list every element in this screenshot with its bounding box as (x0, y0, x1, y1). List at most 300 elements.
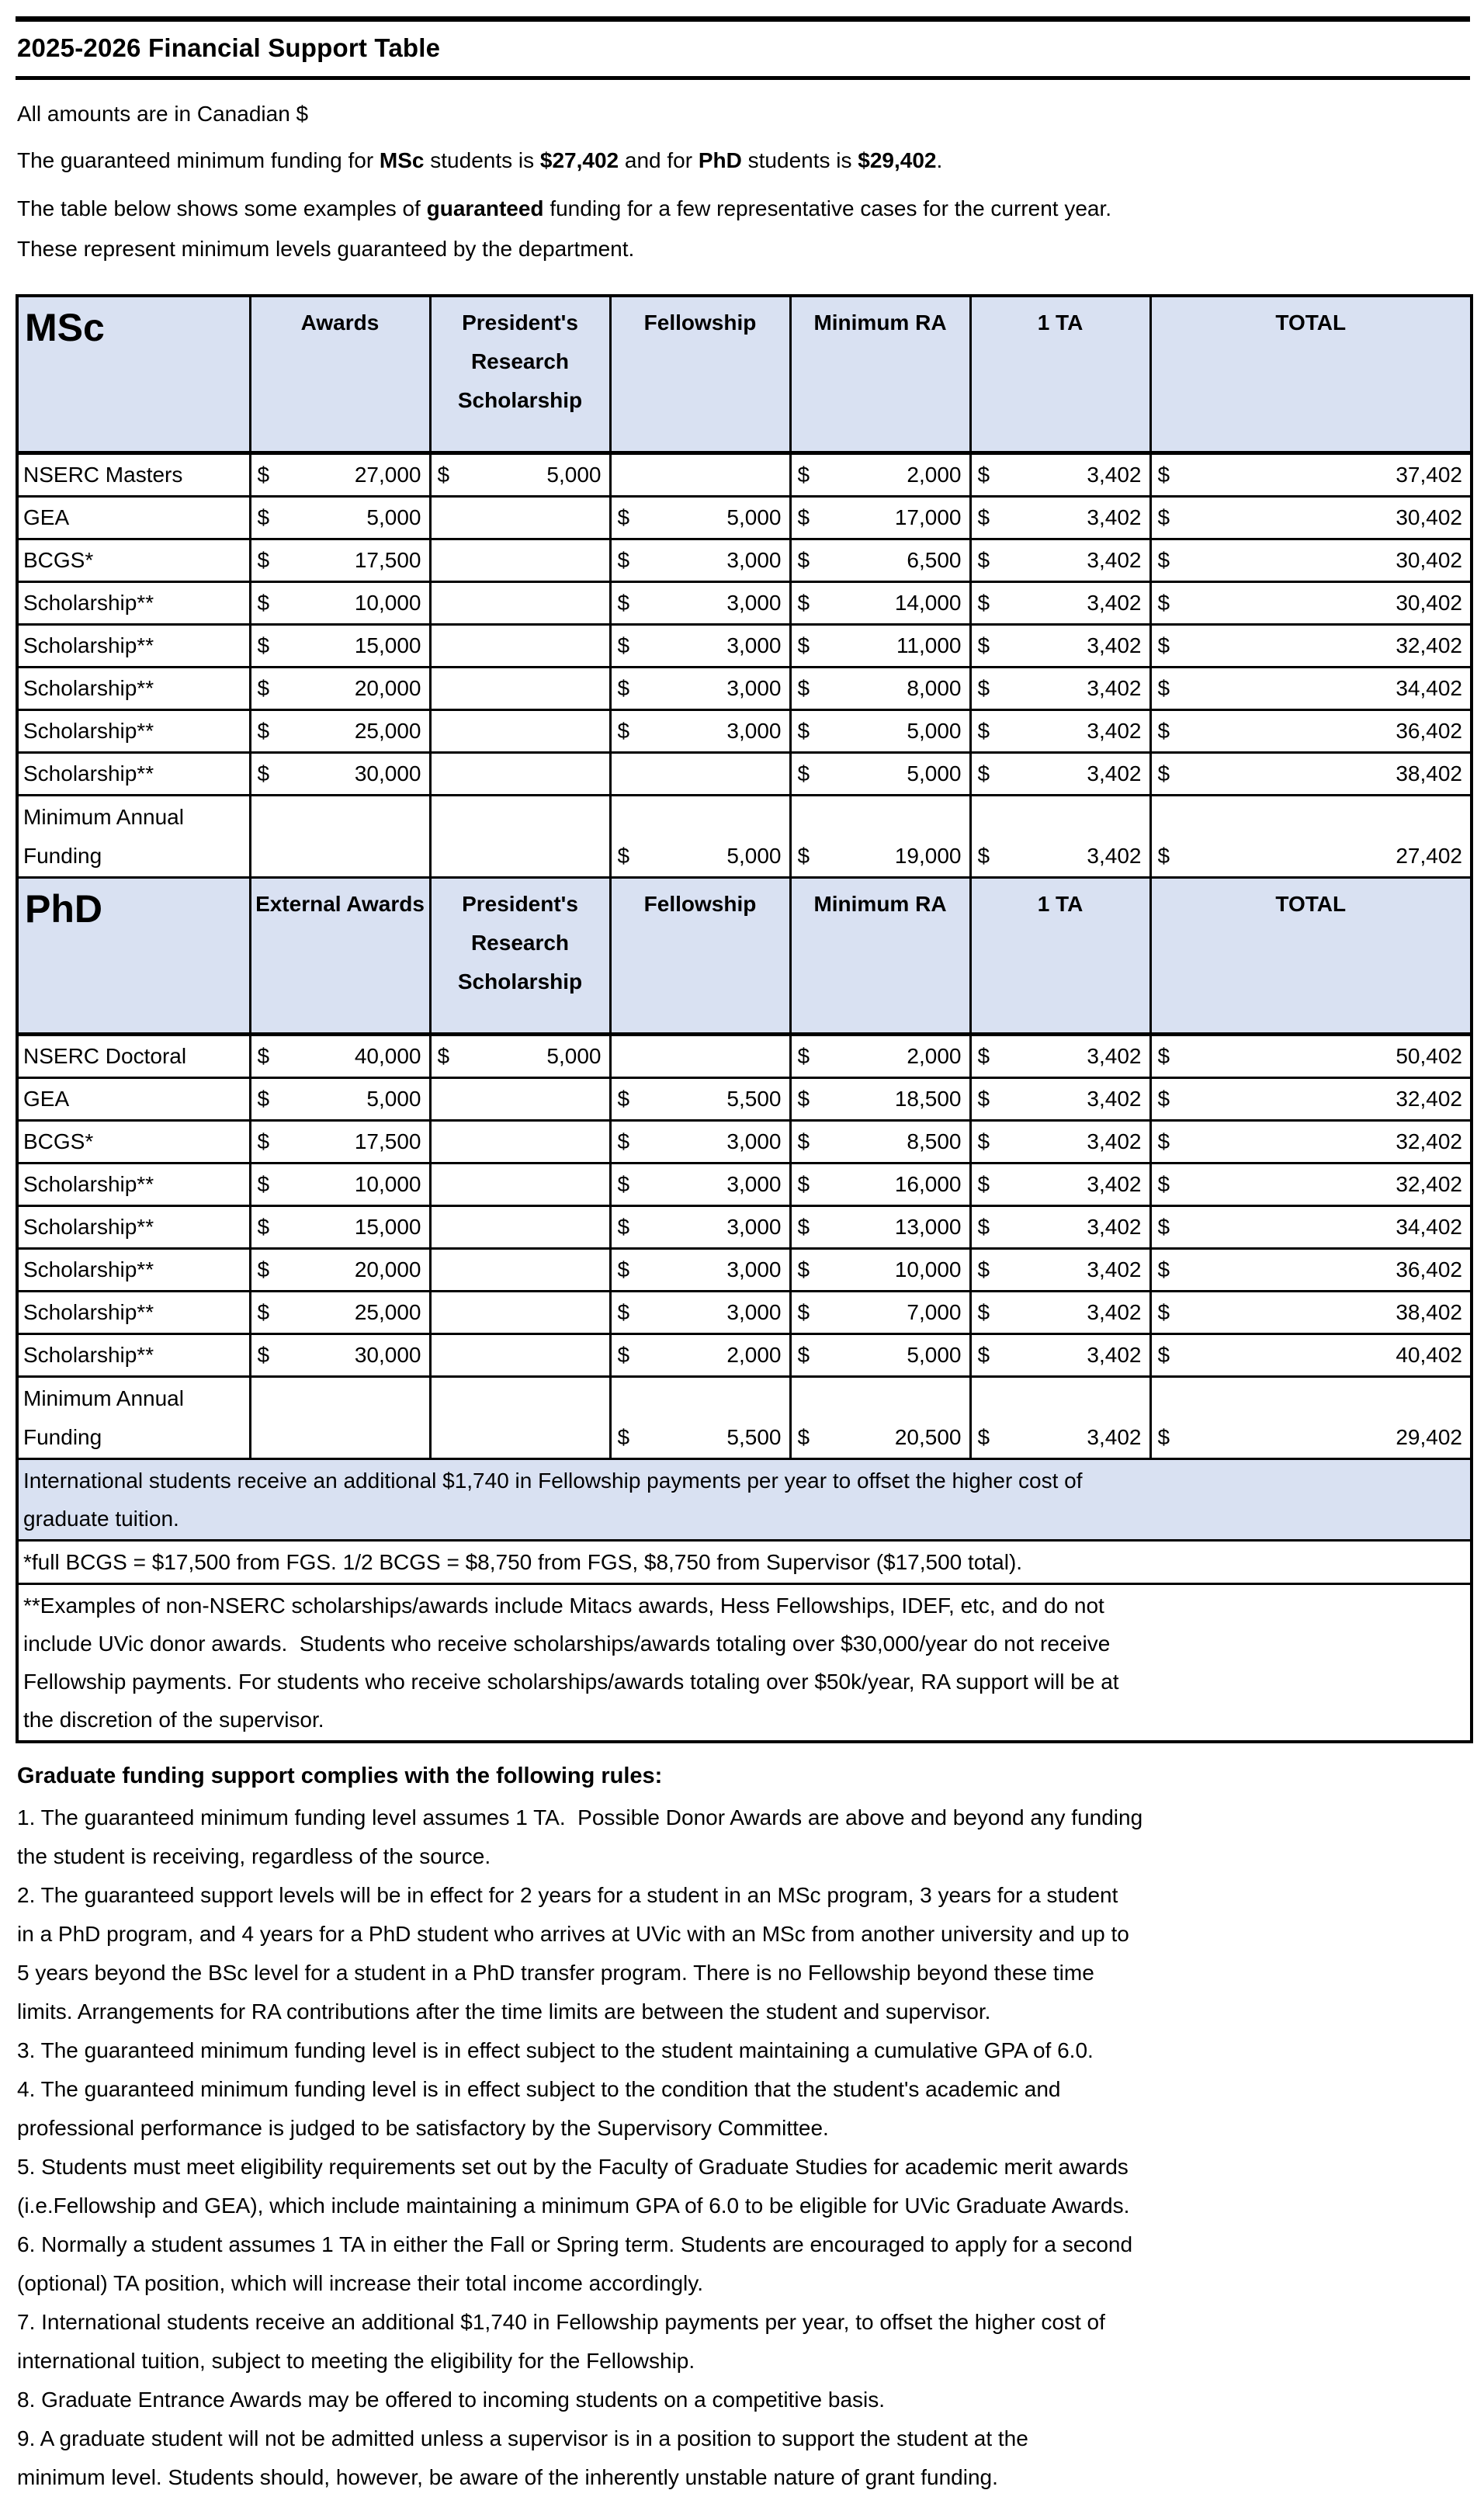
cell-total (1150, 1077, 1472, 1120)
text-line: international tuition, subject to meeting the eligibility for the Fellowship. (17, 2348, 695, 2373)
cell-awards (250, 795, 430, 877)
row-label: NSERC Doctoral (17, 1034, 250, 1077)
currency-symbol: $ (977, 633, 990, 657)
text: and for (619, 148, 699, 172)
column-header-prs: President's Research Scholarship (430, 296, 610, 453)
amount-value: 3,402 (1087, 1424, 1142, 1449)
text-line: limits. Arrangements for RA contributions after the time limits are between the student and supervisor. (17, 1999, 991, 2024)
cell-prs (430, 453, 610, 496)
cell-prs (430, 624, 610, 667)
amount (258, 1172, 421, 1197)
amount (978, 1215, 1142, 1240)
amount-value: 20,000 (354, 1257, 421, 1281)
amount (798, 548, 962, 573)
currency-symbol: $ (1157, 1171, 1170, 1196)
currency-symbol: $ (797, 1342, 810, 1367)
text-line: 9. A graduate student will not be admitted unless a supervisor is in a position to support the student at the (17, 2426, 1028, 2450)
document-page (0, 16, 1484, 2497)
amount-value: 5,000 (726, 843, 782, 868)
cell-min_ra (790, 1120, 970, 1163)
amount (1158, 1343, 1463, 1368)
amount-value: 10,000 (354, 590, 421, 615)
amount-value: 3,402 (1087, 843, 1142, 868)
currency-symbol: $ (797, 718, 810, 743)
column-header-awards: External Awards (250, 877, 430, 1034)
cell-awards (250, 1077, 430, 1120)
currency-symbol: $ (797, 590, 810, 615)
amount (258, 1257, 421, 1282)
table-row (17, 1376, 1472, 1458)
table-row (17, 581, 1472, 624)
currency-symbol: $ (617, 1214, 630, 1239)
amount-value: 19,000 (894, 843, 962, 868)
amount-value: 30,000 (354, 761, 421, 786)
rules-section (17, 1764, 1470, 2497)
amount (258, 1300, 421, 1325)
amount (258, 1215, 421, 1240)
currency-symbol: $ (977, 675, 990, 700)
text-line: 1. The guaranteed minimum funding level assumes 1 TA. Possible Donor Awards are above and beyond any funding (17, 1805, 1143, 1829)
amount (618, 1215, 782, 1240)
cell-fellowship (610, 1077, 790, 1120)
currency-symbol: $ (1157, 843, 1170, 868)
row-label: BCGS* (17, 1120, 250, 1163)
amount-value: 17,500 (354, 1129, 421, 1153)
amount-value: 3,402 (1087, 462, 1142, 487)
amount (978, 676, 1142, 701)
funding-table (16, 294, 1473, 1743)
amount (798, 1129, 962, 1154)
cell-prs (430, 1120, 610, 1163)
amount (618, 1300, 782, 1325)
cell-fellowship (610, 1291, 790, 1333)
bold-text: $29,402 (858, 148, 937, 172)
amount (258, 1129, 421, 1154)
amount-value: 3,000 (726, 1171, 782, 1196)
column-header-total: TOTAL (1150, 296, 1472, 453)
amount (798, 1087, 962, 1112)
row-label: GEA (17, 496, 250, 539)
cell-awards (250, 1034, 430, 1077)
amount (1158, 1215, 1463, 1240)
amount (798, 1425, 962, 1450)
text-line: Fellowship payments. For students who receive scholarships/awards totaling over $50k/year, RA support will be at (23, 1669, 1119, 1694)
amount-value: 30,402 (1396, 505, 1462, 529)
cell-awards (250, 667, 430, 709)
currency-symbol: $ (797, 675, 810, 700)
currency-symbol: $ (1157, 590, 1170, 615)
amount-value: 8,000 (907, 675, 962, 700)
cell-awards (250, 1376, 430, 1458)
text-line: the discretion of the supervisor. (23, 1707, 324, 1732)
amount (798, 676, 962, 701)
currency-symbol: $ (977, 590, 990, 615)
table-row (17, 1120, 1472, 1163)
cell-awards (250, 1333, 430, 1376)
text: students is (424, 148, 540, 172)
amount-value: 34,402 (1396, 675, 1462, 700)
text-line (17, 229, 1470, 269)
amount-value: 3,402 (1087, 761, 1142, 786)
currency-symbol: $ (977, 1171, 990, 1196)
cell-min_ra (790, 667, 970, 709)
cell-total (1150, 1205, 1472, 1248)
table-row (17, 1291, 1472, 1333)
cell-ta (970, 1248, 1150, 1291)
amount-value: 15,000 (354, 633, 421, 657)
cell-awards (250, 752, 430, 795)
text-line: 6. Normally a student assumes 1 TA in either the Fall or Spring term. Students are encouraged to apply for a second (17, 2232, 1133, 2256)
currency-symbol: $ (617, 1171, 630, 1196)
currency-symbol: $ (797, 633, 810, 657)
row-label: BCGS* (17, 539, 250, 581)
amount-value: 3,402 (1087, 590, 1142, 615)
amount-value: 2,000 (726, 1342, 782, 1367)
text-line: International students receive an additional $1,740 in Fellowship payments per year to offset the higher cost of (23, 1468, 1083, 1493)
amount (978, 633, 1142, 658)
cell-ta (970, 752, 1150, 795)
text-line: **Examples of non-NSERC scholarships/awards include Mitacs awards, Hess Fellowships, IDEF, etc, and do not (23, 1593, 1104, 1618)
bold-text: guaranteed (426, 196, 544, 220)
amount (1158, 633, 1463, 658)
amount (1158, 1172, 1463, 1197)
currency-symbol: $ (617, 505, 630, 529)
currency-symbol: $ (257, 505, 270, 529)
amount (798, 844, 962, 869)
cell-ta (970, 1376, 1150, 1458)
amount (798, 761, 962, 786)
amount (618, 719, 782, 744)
column-header-ta: 1 TA (970, 877, 1150, 1034)
table-row (17, 795, 1472, 877)
currency-symbol: $ (977, 1043, 990, 1068)
amount-value: 38,402 (1396, 1299, 1462, 1324)
amount (798, 1215, 962, 1240)
cell-awards (250, 496, 430, 539)
currency-symbol: $ (797, 1043, 810, 1068)
cell-min_ra (790, 752, 970, 795)
amount-value: 2,000 (907, 1043, 962, 1068)
cell-total (1150, 453, 1472, 496)
amount (978, 1087, 1142, 1112)
cell-total (1150, 1120, 1472, 1163)
currency-symbol: $ (1157, 675, 1170, 700)
cell-total (1150, 667, 1472, 709)
amount-value: 3,402 (1087, 1342, 1142, 1367)
currency-symbol: $ (617, 675, 630, 700)
amount (1158, 844, 1463, 869)
text: students is (741, 148, 858, 172)
row-label: Scholarship** (17, 1248, 250, 1291)
amount-value: 37,402 (1396, 462, 1462, 487)
text: These represent minimum levels guaranteed by the department. (17, 237, 635, 261)
table-row (17, 453, 1472, 496)
footnote-row-bcgs (17, 1540, 1472, 1583)
cell-fellowship (610, 539, 790, 581)
currency-symbol: $ (977, 1299, 990, 1324)
currency-symbol: $ (617, 1342, 630, 1367)
table-row (17, 709, 1472, 752)
phd-section-label: PhD (17, 877, 250, 1034)
table-row (17, 539, 1472, 581)
amount (1158, 1257, 1463, 1282)
currency-symbol: $ (1157, 1214, 1170, 1239)
cell-min_ra (790, 496, 970, 539)
text: funding for a few representative cases for the current year. (543, 196, 1112, 220)
cell-total (1150, 1376, 1472, 1458)
amount-value: 3,000 (726, 1214, 782, 1239)
currency-symbol: $ (797, 1086, 810, 1111)
currency-note: All amounts are in Canadian $ (17, 102, 309, 126)
text-line (17, 140, 1470, 181)
amount-value: 5,500 (726, 1424, 782, 1449)
text-line: graduate tuition. (23, 1506, 179, 1531)
currency-symbol: $ (977, 1129, 990, 1153)
amount (798, 633, 962, 658)
text-line: 4. The guaranteed minimum funding level is in effect subject to the condition that the student's academic and (17, 2076, 1061, 2101)
cell-total (1150, 1291, 1472, 1333)
amount-value: 25,000 (354, 1299, 421, 1324)
amount-value: 7,000 (907, 1299, 962, 1324)
currency-symbol: $ (1157, 761, 1170, 786)
currency-symbol: $ (977, 761, 990, 786)
amount (978, 505, 1142, 530)
amount-value: 29,402 (1396, 1424, 1462, 1449)
cell-prs (430, 1376, 610, 1458)
footnote-international (17, 1458, 1472, 1540)
cell-min_ra (790, 1376, 970, 1458)
amount-value: 3,000 (726, 633, 782, 657)
footnote-bcgs (17, 1540, 1472, 1583)
currency-symbol: $ (257, 1342, 270, 1367)
amount-value: 20,500 (894, 1424, 962, 1449)
cell-awards (250, 453, 430, 496)
row-label: Minimum Annual Funding (17, 1376, 250, 1458)
amount-value: 27,402 (1396, 843, 1462, 868)
cell-ta (970, 667, 1150, 709)
amount-value: 3,000 (726, 1257, 782, 1281)
amount-value: 3,402 (1087, 675, 1142, 700)
amount-value: 3,402 (1087, 1086, 1142, 1111)
text-line: the student is receiving, regardless of the source. (17, 1843, 491, 1868)
amount (1158, 719, 1463, 744)
cell-fellowship (610, 667, 790, 709)
text-line: 3. The guaranteed minimum funding level is in effect subject to the student maintaining a cumulative GPA of 6.0. (17, 2037, 1094, 2062)
amount-value: 13,000 (894, 1214, 962, 1239)
amount (1158, 1425, 1463, 1450)
amount-value: 5,000 (546, 1043, 602, 1068)
currency-symbol: $ (797, 1257, 810, 1281)
cell-fellowship (610, 1163, 790, 1205)
amount-value: 32,402 (1396, 633, 1462, 657)
amount-value: 32,402 (1396, 1129, 1462, 1153)
cell-min_ra (790, 1248, 970, 1291)
cell-fellowship (610, 1376, 790, 1458)
amount-value: 17,500 (354, 547, 421, 572)
currency-symbol: $ (617, 1424, 630, 1449)
amount-value: 17,000 (894, 505, 962, 529)
currency-symbol: $ (257, 633, 270, 657)
table-row (17, 1248, 1472, 1291)
cell-ta (970, 795, 1150, 877)
amount-value: 5,000 (907, 718, 962, 743)
cell-ta (970, 496, 1150, 539)
cell-min_ra (790, 539, 970, 581)
amount-value: 38,402 (1396, 761, 1462, 786)
amount (258, 591, 421, 616)
rule-item-9 (17, 2419, 1470, 2497)
amount-value: 3,402 (1087, 1129, 1142, 1153)
cell-prs (430, 1333, 610, 1376)
amount (258, 761, 421, 786)
amount-value: 30,000 (354, 1342, 421, 1367)
amount (1158, 548, 1463, 573)
amount (618, 844, 782, 869)
amount (798, 1300, 962, 1325)
amount-value: 25,000 (354, 718, 421, 743)
text-line: (i.e.Fellowship and GEA), which include maintaining a minimum GPA of 6.0 to be eligible for UVic Graduate Awards. (17, 2193, 1130, 2218)
currency-symbol: $ (1157, 718, 1170, 743)
row-label: Scholarship** (17, 1333, 250, 1376)
cell-ta (970, 1291, 1150, 1333)
cell-prs (430, 581, 610, 624)
column-header-awards: Awards (250, 296, 430, 453)
currency-symbol: $ (797, 462, 810, 487)
currency-symbol: $ (257, 1086, 270, 1111)
amount-value: 40,402 (1396, 1342, 1462, 1367)
rule-item-4 (17, 2070, 1470, 2148)
rule-item-2 (17, 1876, 1470, 2031)
amount (618, 1087, 782, 1112)
table-row (17, 1163, 1472, 1205)
cell-ta (970, 581, 1150, 624)
amount (1158, 505, 1463, 530)
cell-min_ra (790, 709, 970, 752)
currency-symbol: $ (257, 1043, 270, 1068)
rules-heading: Graduate funding support complies with the following rules: (17, 1763, 663, 1788)
text-line: 2. The guaranteed support levels will be in effect for 2 years for a student in an MSc program, 3 years for a student (17, 1882, 1118, 1907)
cell-min_ra (790, 1205, 970, 1248)
currency-symbol: $ (617, 547, 630, 572)
amount-value: 5,000 (907, 1342, 962, 1367)
rule-item-7 (17, 2303, 1470, 2381)
cell-total (1150, 795, 1472, 877)
currency-symbol: $ (1157, 1342, 1170, 1367)
cell-total (1150, 496, 1472, 539)
bold-text: $27,402 (539, 148, 619, 172)
cell-fellowship (610, 624, 790, 667)
currency-symbol: $ (257, 590, 270, 615)
cell-awards (250, 1291, 430, 1333)
currency-symbol: $ (977, 718, 990, 743)
text-line: in a PhD program, and 4 years for a PhD student who arrives at UVic with an MSc from another university and up to (17, 1921, 1129, 1946)
amount-value: 34,402 (1396, 1214, 1462, 1239)
amount-value: 14,000 (894, 590, 962, 615)
currency-symbol: $ (797, 843, 810, 868)
cell-min_ra (790, 1333, 970, 1376)
cell-prs (430, 1034, 610, 1077)
currency-symbol: $ (977, 1086, 990, 1111)
amount-value: 6,500 (907, 547, 962, 572)
title-divider (16, 76, 1470, 80)
footnote-row-international (17, 1458, 1472, 1540)
amount (618, 548, 782, 573)
row-label: Scholarship** (17, 1291, 250, 1333)
cell-awards (250, 709, 430, 752)
cell-min_ra (790, 581, 970, 624)
text-line: minimum level. Students should, however, be aware of the inherently unstable nature of grant funding. (17, 2464, 998, 2489)
document-title: 2025-2026 Financial Support Table (17, 33, 441, 62)
rule-item-5 (17, 2148, 1470, 2225)
currency-symbol: $ (1157, 547, 1170, 572)
amount-value: 32,402 (1396, 1086, 1462, 1111)
amount-value: 40,000 (354, 1043, 421, 1068)
amount-value: 5,500 (726, 1086, 782, 1111)
amount-value: 5,000 (366, 1086, 421, 1111)
cell-fellowship (610, 581, 790, 624)
amount-value: 30,402 (1396, 547, 1462, 572)
footnote-row-scholarship-examples (17, 1583, 1472, 1742)
amount (798, 463, 962, 487)
cell-ta (970, 1205, 1150, 1248)
amount (258, 719, 421, 744)
amount (618, 676, 782, 701)
text-line: include UVic donor awards. Students who receive scholarships/awards totaling over $30,000/year do not receive (23, 1631, 1111, 1656)
amount-value: 3,402 (1087, 718, 1142, 743)
amount-value: 20,000 (354, 675, 421, 700)
cell-prs (430, 1205, 610, 1248)
cell-awards (250, 1163, 430, 1205)
cell-fellowship (610, 496, 790, 539)
cell-total (1150, 1163, 1472, 1205)
amount-value: 2,000 (907, 462, 962, 487)
currency-symbol: $ (797, 1299, 810, 1324)
amount-value: 8,500 (907, 1129, 962, 1153)
row-label: Scholarship** (17, 624, 250, 667)
top-divider (16, 16, 1470, 22)
cell-prs (430, 752, 610, 795)
cell-awards (250, 1248, 430, 1291)
amount-value: 3,402 (1087, 1043, 1142, 1068)
intro-paragraph-table-description (17, 189, 1470, 269)
column-header-prs: President's Research Scholarship (430, 877, 610, 1034)
amount (978, 1343, 1142, 1368)
amount (1158, 1087, 1463, 1112)
currency-symbol: $ (797, 505, 810, 529)
row-label: Minimum Annual Funding (17, 795, 250, 877)
amount-value: 3,402 (1087, 505, 1142, 529)
amount-value: 10,000 (354, 1171, 421, 1196)
amount (258, 1087, 421, 1112)
currency-symbol: $ (977, 547, 990, 572)
amount (258, 505, 421, 530)
footnote-scholarship-examples (17, 1583, 1472, 1742)
bold-text: PhD (698, 148, 742, 172)
bold-text: MSc (379, 148, 425, 172)
amount (258, 548, 421, 573)
cell-total (1150, 709, 1472, 752)
amount (978, 1300, 1142, 1325)
currency-symbol: $ (437, 1043, 450, 1068)
amount (438, 463, 602, 487)
currency-symbol: $ (977, 843, 990, 868)
currency-symbol: $ (1157, 1086, 1170, 1111)
cell-ta (970, 1163, 1150, 1205)
amount-value: 5,000 (546, 462, 602, 487)
cell-fellowship (610, 752, 790, 795)
currency-symbol: $ (1157, 1043, 1170, 1068)
msc-header-row (17, 296, 1472, 453)
